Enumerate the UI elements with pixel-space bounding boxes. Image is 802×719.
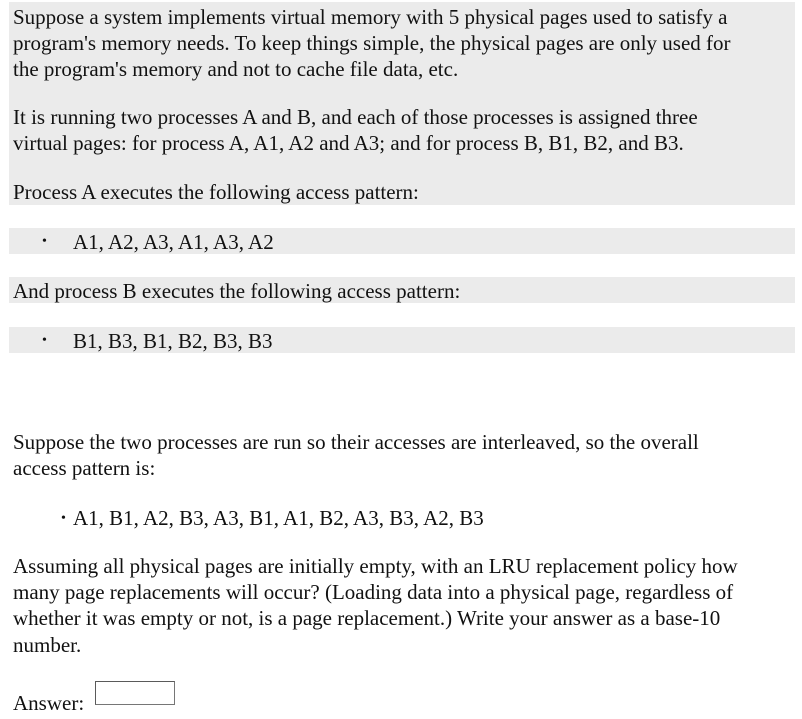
question-line: many page replacements will occur? (Loading data into a physical page, regardless of	[13, 580, 734, 604]
bullet-icon: •	[42, 234, 47, 249]
answer-input[interactable]	[95, 681, 175, 705]
question-line: whether it was empty or not, is a page replacement.) Write your answer as a base-10	[13, 606, 721, 630]
process-b-pattern: B1, B3, B1, B2, B3, B3	[73, 329, 273, 353]
process-a-pattern: A1, A2, A3, A1, A3, A2	[73, 230, 274, 254]
intro-line: the program's memory and not to cache file data, etc.	[13, 57, 459, 81]
intro-line: program's memory needs. To keep things simple, the physical pages are only used for	[13, 31, 731, 55]
question-line: number.	[13, 633, 82, 657]
interleaved-pattern: A1, B1, A2, B3, A3, B1, A1, B2, A3, B3, A2, B3	[73, 506, 484, 530]
processes-line: It is running two processes A and B, and each of those processes is assigned three	[13, 105, 698, 129]
interleaved-line: access pattern is:	[13, 456, 156, 480]
intro-line: Suppose a system implements virtual memory with 5 physical pages used to satisfy a	[13, 5, 728, 29]
processes-line: virtual pages: for process A, A1, A2 and A3; and for process B, B1, B2, and B3.	[13, 131, 684, 155]
answer-label: Answer:	[13, 691, 85, 715]
interleaved-line: Suppose the two processes are run so their accesses are interleaved, so the overall	[13, 430, 699, 454]
question-line: Assuming all physical pages are initially empty, with an LRU replacement policy how	[13, 554, 738, 578]
bullet-icon: •	[61, 511, 66, 526]
process-b-intro: And process B executes the following access pattern:	[13, 279, 461, 303]
bullet-icon: •	[42, 333, 47, 348]
process-a-intro: Process A executes the following access pattern:	[13, 180, 419, 204]
